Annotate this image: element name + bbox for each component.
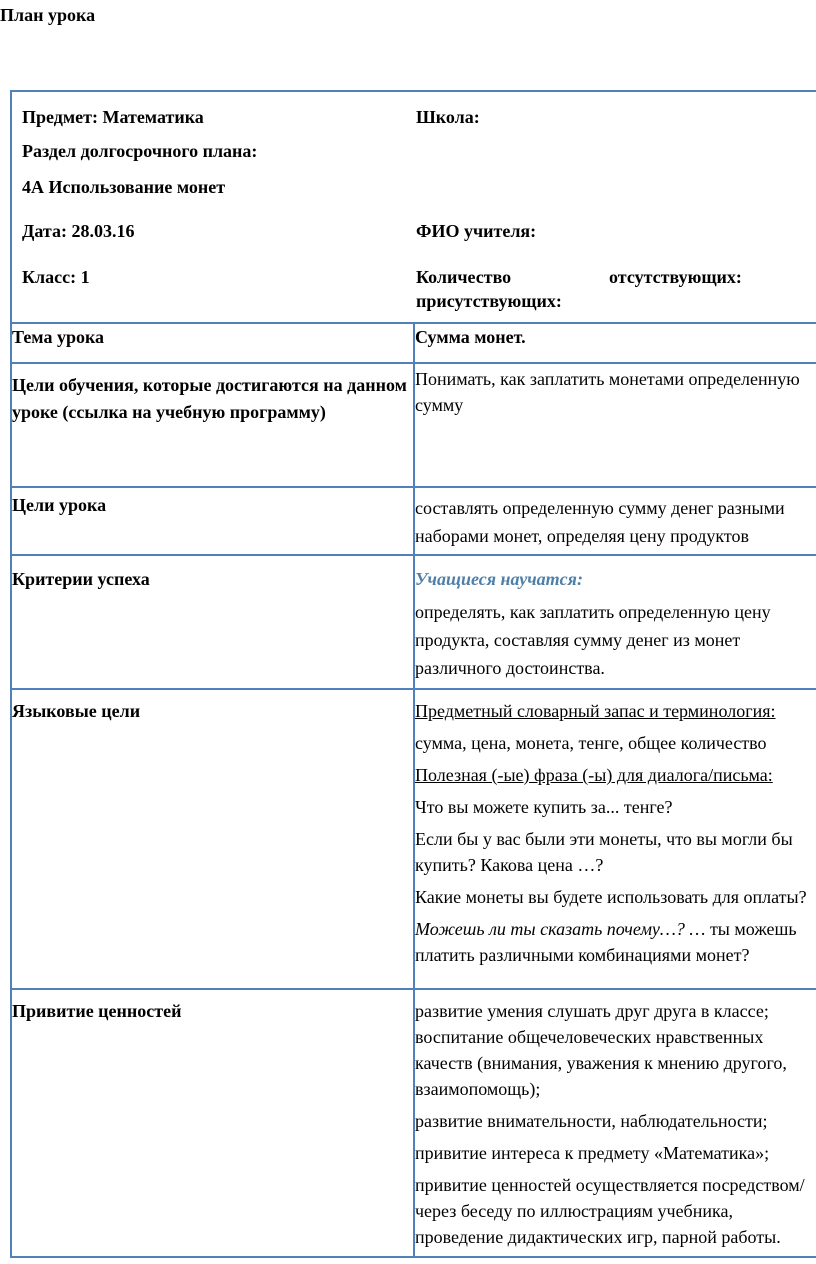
values-row	[11, 989, 816, 1257]
section-value: 4А Использование монет	[22, 177, 226, 197]
section-label: Раздел долгосрочного плана:	[22, 141, 258, 161]
objectives-label: Цели обучения, которые достигаются на данном уроке (ссылка на учебную программу)	[11, 363, 414, 487]
lesson-goals-label: Цели урока	[11, 487, 414, 555]
success-heading: Учащиеся научатся:	[415, 569, 583, 589]
objectives-row	[11, 363, 816, 487]
topic-label: Тема урока	[11, 323, 414, 363]
phrases-heading: Полезная (-ые) фраза (-ы) для диалога/письма:	[415, 765, 773, 785]
success-cell	[414, 555, 816, 689]
lesson-goals-row	[11, 487, 816, 555]
value-item-4: привитие ценностей осуществляется посредством/через беседу по иллюстрациям учебника, проведение дидактических игр, парной работы.	[415, 1175, 805, 1247]
vocab-heading: Предметный словарный запас и терминология:	[415, 701, 776, 721]
values-cell	[414, 989, 816, 1257]
value-item-1: развитие умения слушать друг друга в классе; воспитание общечеловеческих нравственных качеств (внимания, уважения к мнению другого, взаимопомощь);	[415, 1001, 787, 1099]
phrase-4-rest: ты можешь платить различными комбинациями монет?	[415, 919, 797, 965]
date-field: Дата: 28.03.16	[22, 221, 135, 241]
value-item-2: развитие внимательности, наблюдательности;	[415, 1111, 768, 1131]
absent-word-2: отсутствующих:	[609, 267, 742, 287]
subject-field: Предмет: Математика	[22, 107, 204, 127]
phrase-1: Что вы можете купить за... тенге?	[415, 797, 673, 817]
school-field: Школа:	[416, 107, 480, 127]
phrase-4-italic: Можешь ли ты сказать почему…? …	[415, 919, 706, 939]
success-value: определять, как заплатить определенную цену продукта, составляя сумму денег из монет различного достоинства.	[415, 602, 771, 678]
phrase-2: Если бы у вас были эти монеты, что вы могли бы купить? Какова цена …?	[415, 829, 793, 875]
topic-row	[11, 323, 816, 363]
vocab-list: сумма, цена, монета, тенге, общее количество	[415, 733, 767, 753]
class-field: Класс: 1	[22, 267, 90, 287]
language-cell	[414, 689, 816, 989]
document-title: План урока	[0, 5, 96, 25]
language-row	[11, 689, 816, 989]
objectives-value: Понимать, как заплатить монетами определенную сумму	[414, 363, 816, 487]
values-label: Привитие ценностей	[11, 989, 414, 1257]
present-field: присутствующих:	[416, 291, 562, 311]
teacher-field: ФИО учителя:	[416, 221, 537, 241]
header-row	[11, 91, 816, 323]
success-label: Критерии успеха	[11, 555, 414, 689]
lesson-plan-table	[10, 90, 816, 1258]
lesson-goals-value: составлять определенную сумму денег разными наборами монет, определяя цену продуктов	[414, 487, 816, 555]
language-label: Языковые цели	[11, 689, 414, 989]
header-cell	[11, 91, 816, 323]
phrase-3: Какие монеты вы будете использовать для оплаты?	[415, 887, 807, 907]
phrase-4	[415, 916, 816, 968]
success-row	[11, 555, 816, 689]
absent-word-1: Количество	[416, 267, 512, 287]
topic-value: Сумма монет.	[414, 323, 816, 363]
value-item-3: привитие интереса к предмету «Математика»;	[415, 1143, 770, 1163]
